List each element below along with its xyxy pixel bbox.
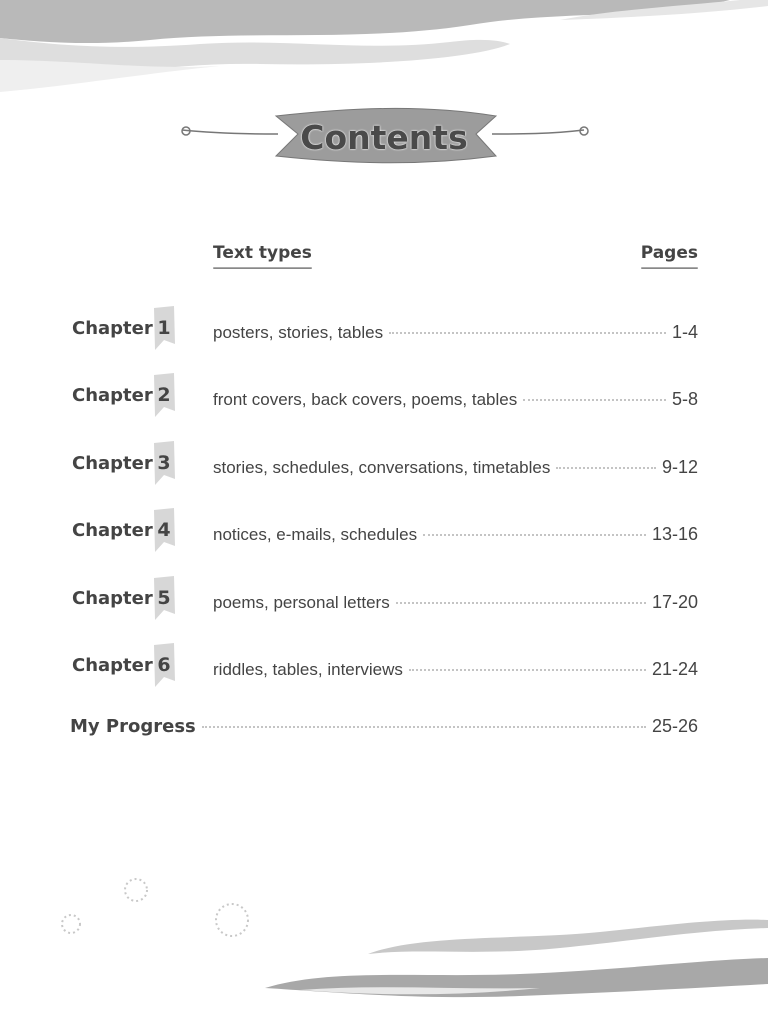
page-range: 13-16 [651, 524, 698, 544]
pages-header: Pages [641, 243, 698, 269]
dot-leader [389, 332, 666, 334]
chapter-label: Chapter [72, 520, 153, 541]
my-progress-pages: 25-26 [651, 716, 698, 736]
chapter-label: Chapter [72, 318, 153, 339]
dot-leader [396, 602, 646, 604]
chapter-number: 3 [157, 452, 171, 474]
chapter-label: Chapter [72, 453, 153, 474]
chapter-number: 1 [157, 317, 171, 339]
chapter-entry [213, 659, 698, 680]
chapter-entry [213, 457, 698, 478]
dot-leader [409, 669, 646, 671]
page-range: 1-4 [671, 322, 698, 342]
dot-leader [556, 467, 656, 469]
top-wave-decoration [0, 0, 768, 100]
chapter-row[interactable] [0, 314, 768, 358]
my-progress-label: My Progress [70, 716, 196, 737]
chapter-row[interactable] [0, 516, 768, 560]
page-title: Contents [300, 118, 468, 157]
chapter-number: 2 [157, 384, 171, 406]
chapter-number: 5 [157, 587, 171, 609]
chapter-label: Chapter [72, 588, 153, 609]
chapter-row[interactable] [0, 584, 768, 628]
chapter-row[interactable] [0, 381, 768, 425]
chapter-label: Chapter [72, 385, 153, 406]
dot-leader [523, 399, 666, 401]
text-types-list: poems, personal letters [213, 593, 390, 612]
chapter-number: 6 [157, 654, 171, 676]
chapter-label: Chapter [72, 655, 153, 676]
bottom-wave-decoration [0, 900, 768, 1024]
page-range: 9-12 [661, 457, 698, 477]
text-types-list: front covers, back covers, poems, tables [213, 390, 518, 409]
chapter-entry [213, 524, 698, 545]
chapter-entry [213, 592, 698, 613]
my-progress-row[interactable] [70, 716, 698, 737]
dot-leader [202, 726, 646, 728]
chapter-row[interactable] [0, 449, 768, 493]
chapter-entry [213, 322, 698, 343]
page-range: 5-8 [671, 389, 698, 409]
dot-leader [423, 534, 646, 536]
chapter-number: 4 [157, 519, 171, 541]
text-types-header: Text types [213, 243, 312, 269]
text-types-list: stories, schedules, conversations, timetables [213, 458, 551, 477]
text-types-list: riddles, tables, interviews [213, 660, 403, 679]
text-types-list: notices, e-mails, schedules [213, 525, 418, 544]
page-range: 17-20 [651, 592, 698, 612]
chapter-entry [213, 389, 698, 410]
text-types-list: posters, stories, tables [213, 323, 384, 342]
page-range: 21-24 [651, 659, 698, 679]
chapter-row[interactable] [0, 651, 768, 695]
